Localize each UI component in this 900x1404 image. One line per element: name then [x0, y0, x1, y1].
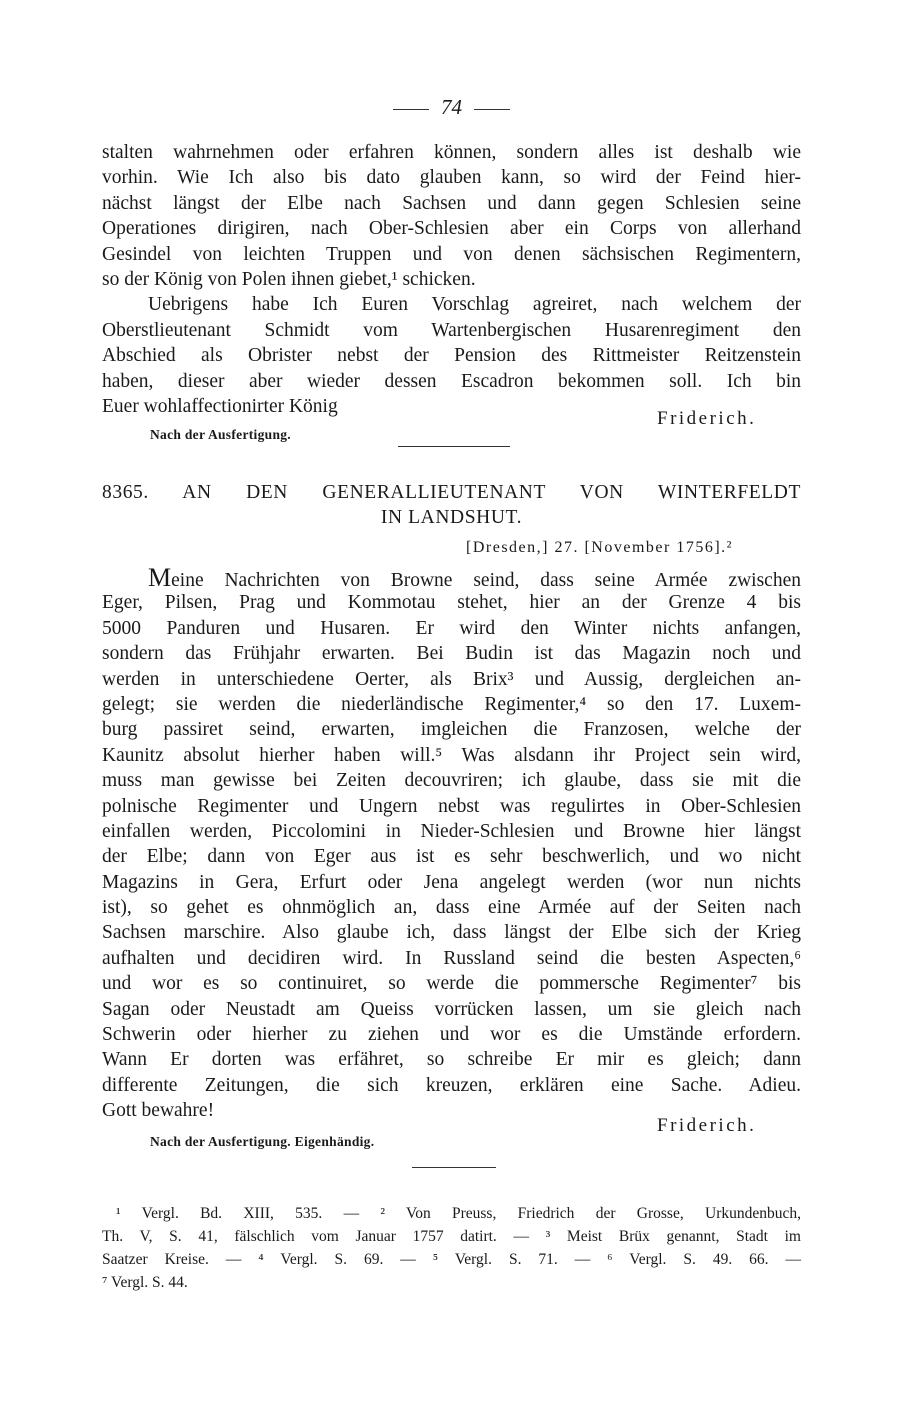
text-line: und wor es so continuiret, so werde die pommersche Regimenter⁷ bis: [102, 973, 801, 995]
continued-letter-text: [102, 140, 801, 419]
letter-body: [102, 565, 801, 1124]
signature-1: Friderich.: [657, 408, 757, 429]
text-line: sondern das Frühjahr erwarten. Bei Budin ist das Magazin noch und: [102, 643, 801, 665]
text-line: aufhalten und decidiren wird. In Russland seind die besten Aspecten,⁶: [102, 947, 801, 969]
text-line: Operationes dirigiren, nach Ober-Schlesien aber ein Corps von allerhand: [102, 218, 801, 240]
text-line: 5000 Panduren und Husaren. Er wird den Winter nichts anfangen,: [102, 617, 801, 639]
section-divider-2: [412, 1167, 496, 1168]
text-line: Gott bewahre!: [102, 1100, 215, 1122]
page-number: [102, 92, 801, 122]
text-line: polnische Regimenter und Ungern nebst was regulirtes in Ober-Schlesien: [102, 795, 801, 817]
initial-letter: M: [148, 563, 172, 592]
text-line: haben, dieser aber wieder dessen Escadron bekommen soll. Ich bin: [102, 370, 801, 392]
text-line: nächst längst der Elbe nach Sachsen und dann gegen Schlesien seine: [102, 192, 801, 214]
text-line: Sachsen marschire. Also glaube ich, dass längst der Elbe sich der Krieg: [102, 922, 801, 944]
text-line: burg passiret seind, erwarten, imgleichen die Franzosen, welche der: [102, 719, 801, 741]
text-line: vorhin. Wie Ich also bis dato glauben kann, so wird der Feind hier-: [102, 167, 801, 189]
text-line: so der König von Polen ihnen giebet,¹ schicken.: [102, 268, 476, 290]
text-line: Gesindel von leichten Truppen und von denen sächsischen Regimentern,: [102, 243, 801, 265]
letter-heading-line1: 8365. AN DEN GENERALLIEUTENANT VON WINTERFELDT: [102, 482, 801, 503]
footnote-line: Saatzer Kreise. — ⁴ Vergl. S. 69. — ⁵ Vergl. S. 71. — ⁶ Vergl. S. 49. 66. —: [102, 1251, 801, 1268]
source-note-1: Nach der Ausfertigung.: [150, 427, 291, 442]
letter-dateline: [Dresden,] 27. [November 1756].²: [466, 539, 733, 556]
page: [102, 92, 801, 122]
text-line: der Elbe; dann von Eger aus ist es sehr beschwerlich, und wo nicht: [102, 846, 801, 868]
source-note-2: Nach der Ausfertigung. Eigenhändig.: [150, 1134, 375, 1149]
text-line: Wann Er dorten was erfähret, so schreibe Er mir es gleich; dann: [102, 1049, 801, 1071]
text-line-rest: eine Nachrichten von Browne seind, dass seine Armée zwischen: [171, 570, 801, 591]
footnote-line: ⁷ Vergl. S. 44.: [102, 1274, 188, 1291]
text-line: Uebrigens habe Ich Euren Vorschlag agreiret, nach welchem der: [148, 294, 801, 316]
footnotes: [102, 1202, 801, 1294]
text-line: Oberstlieutenant Schmidt vom Wartenbergischen Husarenregiment den: [102, 319, 801, 341]
text-line: Euer wohlaffectionirter König: [102, 395, 338, 417]
text-line: Schwerin oder hierher zu ziehen und wor es die Umstände erfordern.: [102, 1024, 801, 1046]
page-number-dash-left: [393, 109, 429, 110]
text-line: Magazins in Gera, Erfurt oder Jena angelegt werden (wor nun nichts: [102, 871, 801, 893]
text-line: gelegt; sie werden die niederländische Regimenter,⁴ so den 17. Luxem-: [102, 693, 801, 715]
text-line: differente Zeitungen, die sich kreuzen, erklären eine Sache. Adieu.: [102, 1074, 801, 1096]
text-line: einfallen werden, Piccolomini in Nieder-Schlesien und Browne hier längst: [102, 820, 801, 842]
signature-2: Friderich.: [657, 1115, 757, 1136]
text-line: werden in unterschiedene Oerter, als Brix³ und Aussig, dergleichen an-: [102, 668, 801, 690]
text-line: [102, 565, 801, 590]
section-divider-1: [398, 446, 510, 447]
text-line: Abschied als Obrister nebst der Pension des Rittmeister Reitzenstein: [102, 345, 801, 367]
text-line: ist), so gehet es ohnmöglich an, dass eine Armée auf der Seiten nach: [102, 897, 801, 919]
page-number-text: 74: [441, 95, 462, 119]
page-number-dash-right: [474, 109, 510, 110]
footnote-line: ¹ Vergl. Bd. XIII, 535. — ² Von Preuss, Friedrich der Grosse, Urkundenbuch,: [116, 1205, 801, 1222]
text-line: stalten wahrnehmen oder erfahren können, sondern alles ist deshalb wie: [102, 142, 801, 163]
footnote-line: Th. V, S. 41, fälschlich vom Januar 1757 datirt. — ³ Meist Brüx genannt, Stadt im: [102, 1228, 801, 1245]
letter-heading-line2: IN LANDSHUT.: [380, 507, 523, 528]
text-line: Eger, Pilsen, Prag und Kommotau stehet, hier an der Grenze 4 bis: [102, 592, 801, 614]
text-line: Kaunitz absolut hierher haben will.⁵ Was alsdann ihr Project sein wird,: [102, 744, 801, 766]
text-line: muss man gewisse bei Zeiten decouvriren; ich glaube, dass sie mit die: [102, 770, 801, 792]
text-line: Sagan oder Neustadt am Queiss vorrücken lassen, um sie gleich nach: [102, 998, 801, 1020]
